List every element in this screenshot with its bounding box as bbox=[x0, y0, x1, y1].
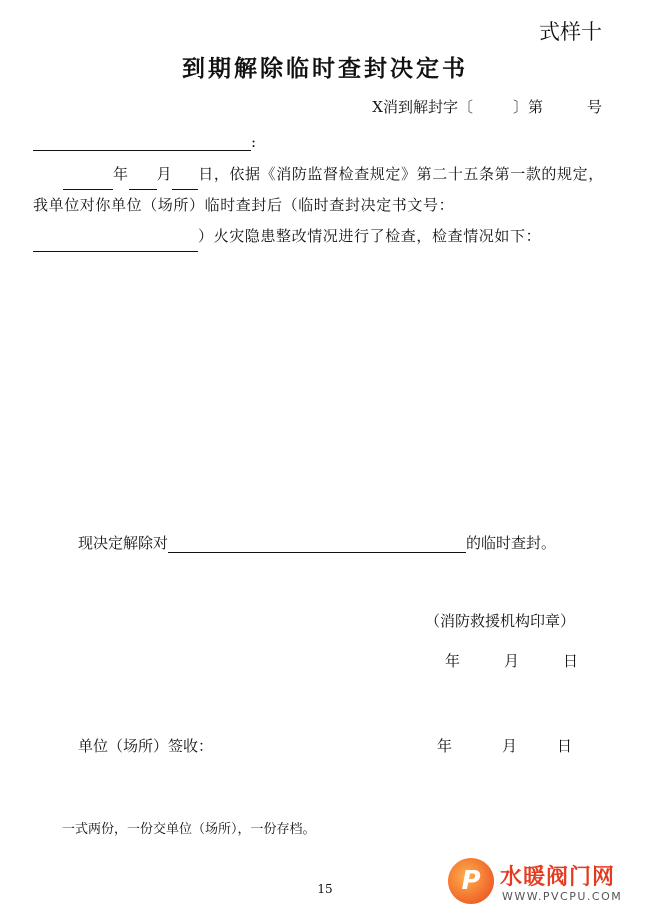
body-text: 日，依据《消防监督检查规定》第二十五条第一款的规定，我单位对你单位（场所）临时查封后（临时查封决定书文号： bbox=[33, 165, 604, 214]
issue-day: 日 bbox=[562, 652, 578, 670]
issue-year: 年 bbox=[444, 652, 460, 670]
watermark-url: WWW.PVCPU.COM bbox=[502, 890, 623, 903]
body-text-2: ）火灾隐患整改情况进行了检查，检查情况如下： bbox=[198, 227, 542, 245]
recipient-line bbox=[33, 133, 256, 151]
issue-month: 月 bbox=[503, 652, 519, 670]
decision-prefix: 现决定解除对 bbox=[78, 534, 169, 552]
watermark bbox=[448, 858, 638, 910]
issue-date bbox=[445, 650, 578, 671]
document-title: 到期解除临时查封决定书 bbox=[182, 56, 468, 82]
body-paragraph bbox=[33, 159, 618, 252]
watermark-name: 水暖阀门网 bbox=[500, 865, 616, 890]
sign-month: 月 bbox=[501, 737, 517, 755]
decision-suffix: 的临时查封。 bbox=[466, 534, 557, 552]
sign-year: 年 bbox=[436, 737, 452, 755]
form-label: 式样十 bbox=[539, 20, 602, 44]
doc-number-mid: 〕第 bbox=[512, 98, 543, 116]
year-blank bbox=[63, 173, 113, 190]
watermark-logo-icon: P bbox=[448, 858, 494, 904]
seal-label: （消防救援机构印章） bbox=[424, 612, 575, 630]
sign-day: 日 bbox=[556, 737, 572, 755]
year-label: 年 bbox=[113, 165, 129, 183]
day-blank bbox=[172, 173, 198, 190]
decision-line bbox=[78, 532, 556, 553]
month-label: 月 bbox=[156, 165, 173, 183]
document-number bbox=[372, 96, 602, 117]
doc-number-suffix: 号 bbox=[586, 98, 602, 116]
footnote: 一式两份，一份交单位（场所），一份存档。 bbox=[62, 822, 316, 837]
signature-date bbox=[437, 735, 572, 756]
recipient-colon: : bbox=[251, 133, 257, 151]
doc-number-prefix: X消到解封字〔 bbox=[372, 98, 473, 116]
page-number: 15 bbox=[317, 882, 333, 896]
signature-label: 单位（场所）签收： bbox=[78, 737, 214, 755]
recipient-blank bbox=[33, 134, 251, 151]
month-blank bbox=[129, 173, 157, 190]
decision-number-blank bbox=[33, 235, 198, 252]
unit-name-blank bbox=[168, 536, 466, 553]
